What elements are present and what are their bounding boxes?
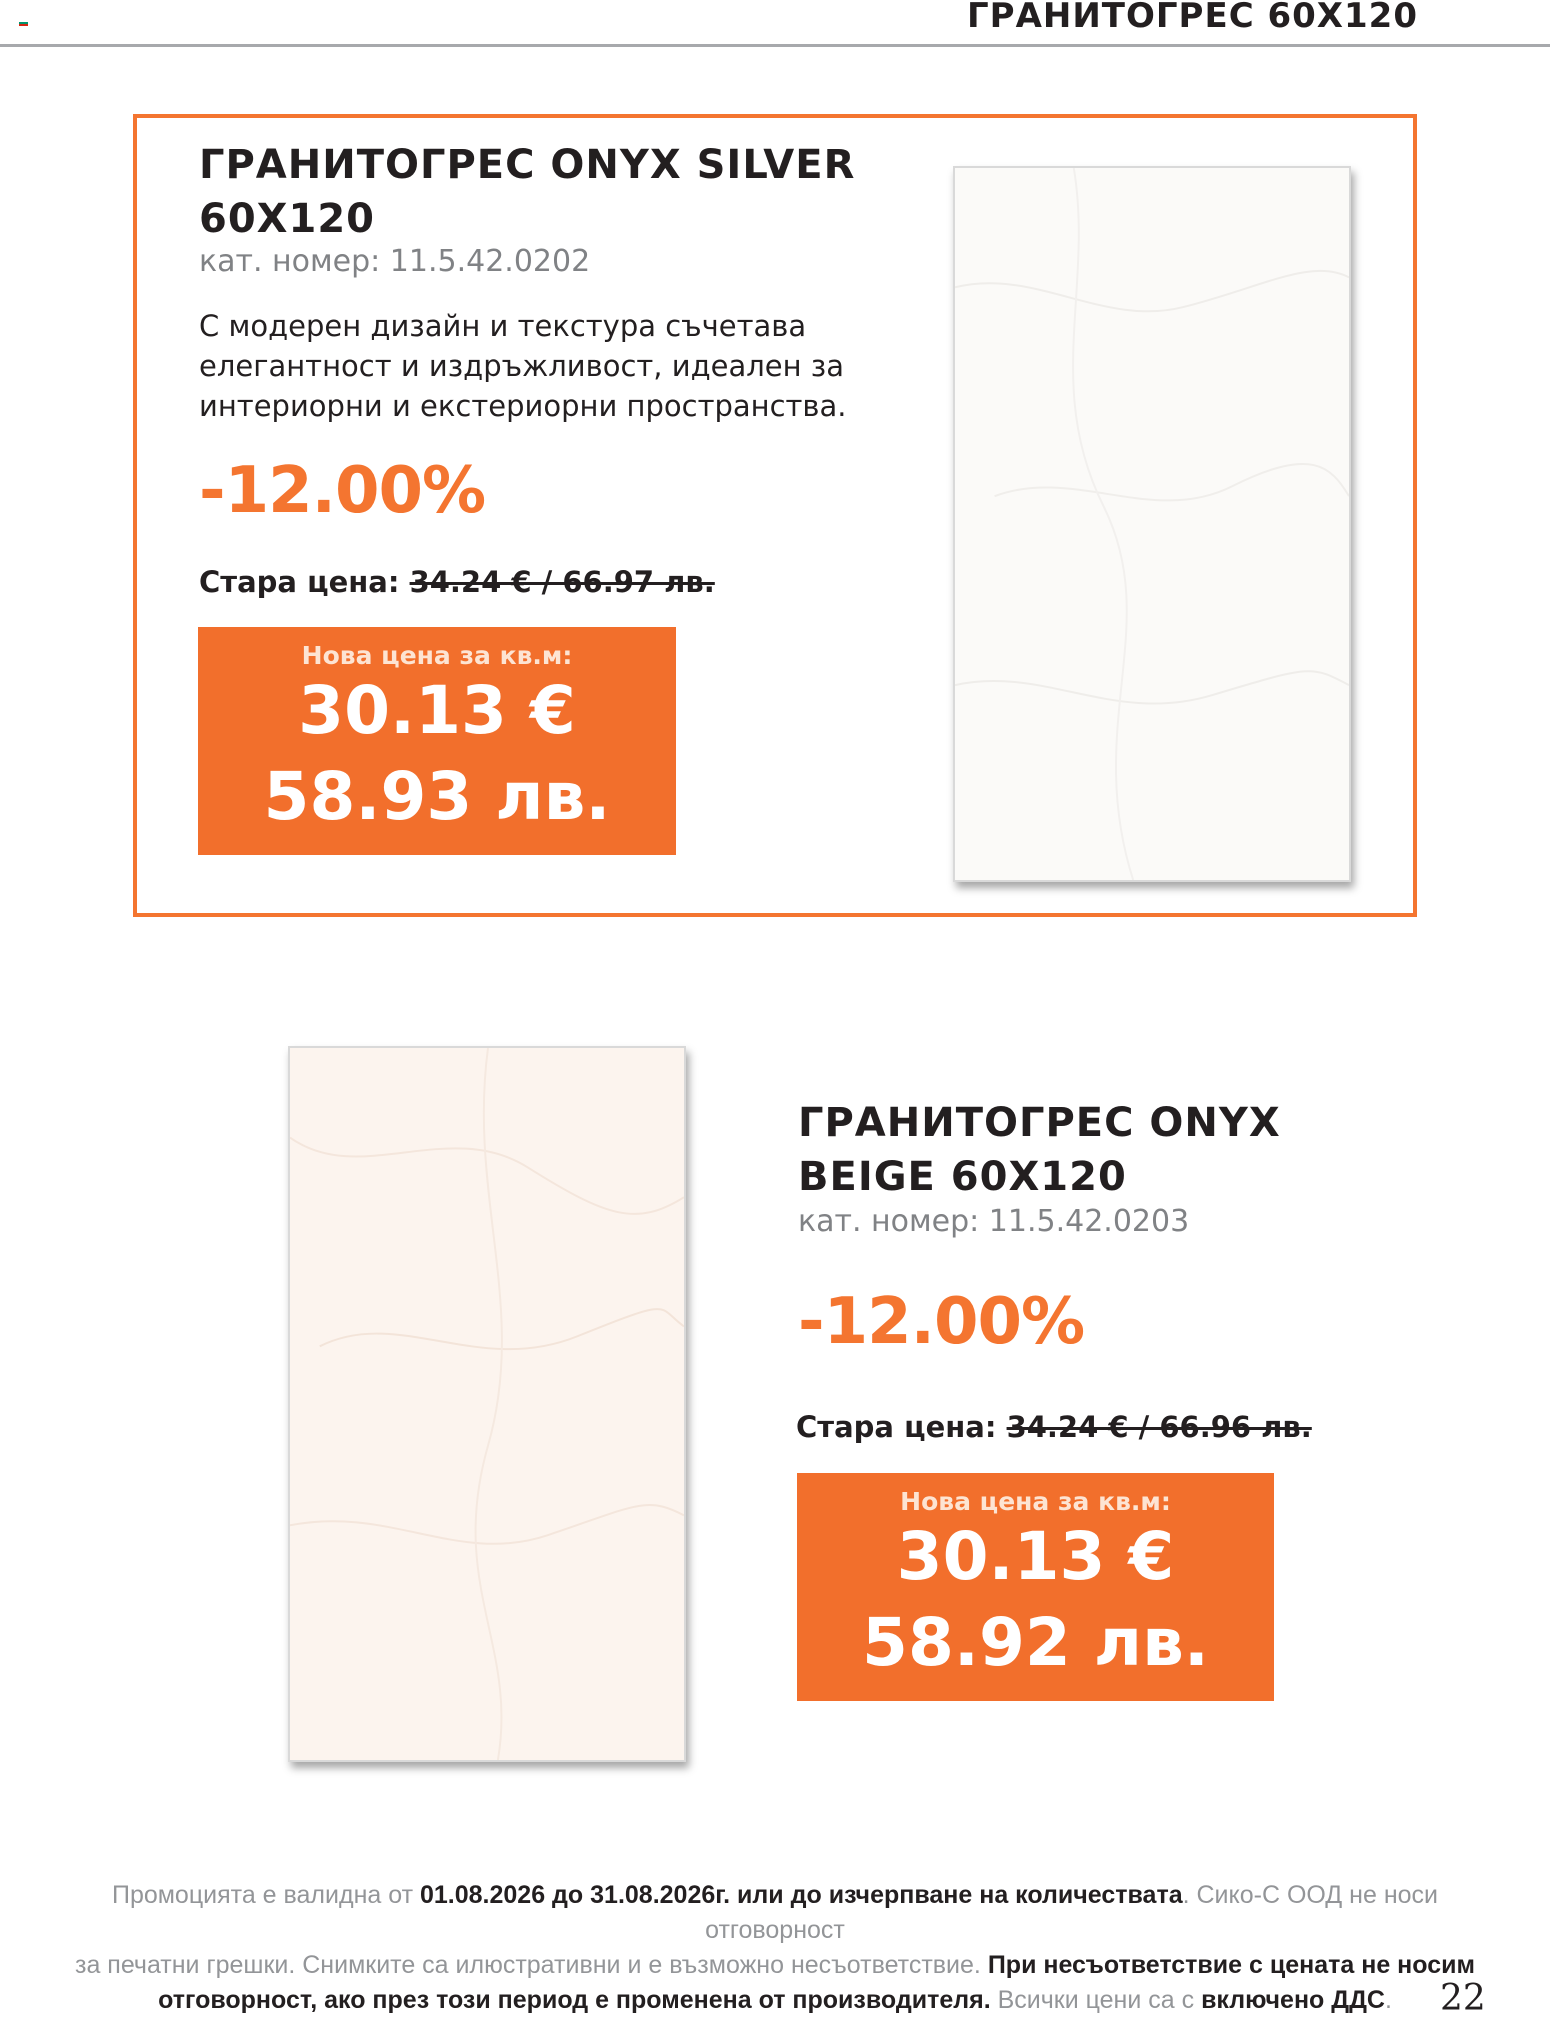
product-title: ГРАНИТОГРЕС ONYX BEIGE 60X120 [798, 1100, 1281, 1200]
new-price-box [198, 627, 676, 855]
marble-texture [955, 168, 1349, 880]
promo-disclaimer: Промоцията е валидна от 01.08.2026 до 31.08.2026г. или до изчерпване на количествата. Сико-С ООД не носи отговорност за печатни грешки. Снимките са илюстративни и е възможно несъответствие. При несъответствие с цената не носим отговорност, ако през този период е променена от производителя. Всички цени са с включено ДДС. [75, 1881, 1475, 2014]
discount-badge: -12.00% [199, 454, 486, 528]
tile-image-onyx-silver [953, 166, 1351, 882]
new-price-bgn: 58.92 лв. [862, 1604, 1209, 1681]
tile-image-onyx-beige [288, 1046, 686, 1762]
new-price-box [797, 1473, 1274, 1701]
old-price: Стара цена: 34.24 € / 66.97 лв. [199, 565, 715, 599]
discount-badge: -12.00% [798, 1285, 1085, 1359]
catalog-number: кат. номер: 11.5.42.0203 [798, 1204, 1190, 1239]
catalog-number: кат. номер: 11.5.42.0202 [199, 244, 591, 279]
old-price: Стара цена: 34.24 € / 66.96 лв. [796, 1410, 1312, 1444]
marble-texture [290, 1048, 684, 1760]
product-description: С модерен дизайн и текстура съчетава елегантност и издръжливост, идеален за интериорни и екстериорни пространства. [199, 309, 847, 423]
page-header [0, 0, 1550, 47]
new-price-bgn: 58.93 лв. [263, 758, 611, 835]
page-number: 22 [1440, 1978, 1486, 2017]
new-price-label: Нова цена за кв.м: [301, 641, 573, 670]
bulgaria-flag-icon [19, 20, 28, 26]
new-price-eur: 30.13 € [896, 1518, 1175, 1595]
new-price-label: Нова цена за кв.м: [900, 1487, 1171, 1516]
product-title: ГРАНИТОГРЕС ONYX SILVER 60X120 [199, 142, 856, 242]
page-title: ГРАНИТОГРЕС 60X120 [966, 0, 1418, 36]
new-price-eur: 30.13 € [298, 672, 576, 749]
